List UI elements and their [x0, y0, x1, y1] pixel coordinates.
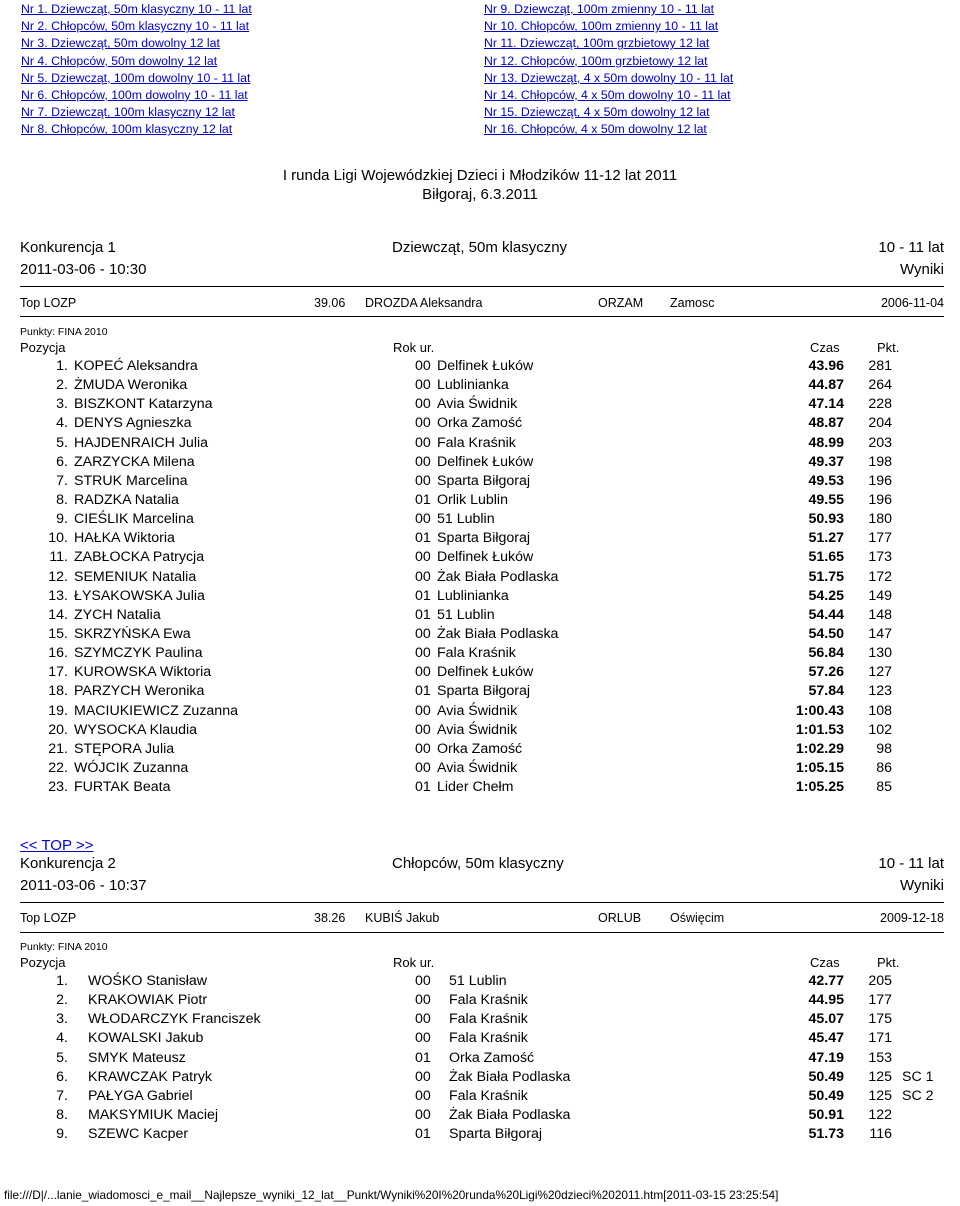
swimmer-name: ZABŁOCKA Patrycja	[74, 549, 205, 566]
divider	[20, 316, 944, 317]
result-row	[20, 663, 944, 682]
result-points: 102	[868, 721, 892, 738]
swimmer-name: KRAWCZAK Patryk	[88, 1068, 213, 1085]
result-time: 1:02.29	[795, 740, 844, 757]
birth-year: 01	[415, 587, 431, 604]
swimmer-name: HAJDENRAICH Julia	[74, 434, 209, 451]
record-club: ORLUB	[598, 911, 642, 925]
event-link-5[interactable]: Nr 5. Dziewcząt, 100m dowolny 10 - 11 lat	[21, 70, 251, 85]
club-name: Żak Biała Podlaska	[449, 1106, 571, 1123]
record-city: Oświęcim	[670, 911, 725, 925]
event-heading	[20, 854, 944, 874]
event-number: Konkurencja 2	[20, 855, 116, 872]
result-points: 180	[868, 511, 892, 528]
club-name: 51 Lublin	[437, 606, 495, 623]
birth-year: 00	[415, 472, 431, 489]
points-system-label: Punkty: FINA 2010	[20, 941, 108, 953]
result-row	[20, 778, 944, 797]
result-time: 45.07	[808, 1011, 844, 1028]
event-subheading	[20, 260, 944, 280]
result-place: 23.	[48, 779, 68, 796]
record-row	[20, 294, 944, 312]
result-time: 49.37	[808, 453, 844, 470]
result-points: 86	[876, 759, 892, 776]
header-points: Pkt.	[877, 340, 900, 355]
header-birth-year: Rok ur.	[393, 340, 435, 355]
divider	[20, 902, 944, 903]
club-name: Lublinianka	[437, 377, 509, 394]
header-points: Pkt.	[877, 955, 900, 970]
record-time: 38.26	[314, 911, 346, 925]
result-place: 21.	[48, 740, 68, 757]
event-link-16[interactable]: Nr 16. Chłopców, 4 x 50m dowolny 12 lat	[484, 122, 707, 137]
club-name: Avia Świdnik	[437, 759, 518, 776]
event-link-4[interactable]: Nr 4. Chłopców, 50m dowolny 12 lat	[21, 53, 218, 68]
swimmer-name: MACIUKIEWICZ Zuzanna	[74, 702, 238, 719]
result-points: 281	[868, 358, 892, 374]
header-time: Czas	[810, 955, 840, 970]
result-place: 2.	[56, 377, 68, 394]
divider	[20, 286, 944, 287]
swimmer-name: KOWALSKI Jakub	[88, 1030, 204, 1047]
club-name: Delfinek Łuków	[437, 453, 534, 470]
event-link-8[interactable]: Nr 8. Chłopców, 100m klasyczny 12 lat	[21, 122, 233, 137]
club-name: Sparta Biłgoraj	[437, 472, 531, 489]
result-points: 171	[868, 1030, 892, 1047]
event-name: Dziewcząt, 50m klasyczny	[392, 239, 568, 256]
result-time: 57.84	[808, 683, 844, 700]
event-link-6[interactable]: Nr 6. Chłopców, 100m dowolny 10 - 11 lat	[21, 87, 248, 102]
result-place: 8.	[56, 491, 68, 508]
meet-title: I runda Ligi Wojewódzkiej Dzieci i Młodzików 11-12 lat 2011	[282, 167, 678, 184]
swimmer-name: ZYCH Natalia	[74, 606, 161, 623]
club-name: Fala Kraśnik	[449, 1011, 528, 1028]
record-club: ORZAM	[598, 296, 644, 310]
result-points: 204	[868, 415, 892, 432]
header-position: Pozycja	[20, 340, 66, 355]
result-place: 4.	[56, 415, 68, 432]
birth-year: 00	[415, 1087, 431, 1104]
event-link-10[interactable]: Nr 10. Chłopców, 100m zmienny 10 - 11 lat	[484, 19, 719, 34]
swimmer-name: FURTAK Beata	[74, 779, 171, 796]
event-link-3[interactable]: Nr 3. Dziewcząt, 50m dowolny 12 lat	[21, 36, 220, 51]
swimmer-name: PARZYCH Weronika	[74, 683, 205, 700]
result-place: 13.	[48, 587, 68, 604]
swimmer-name: KOPEĆ Aleksandra	[74, 358, 198, 374]
swimmer-name: DENYS Agnieszka	[74, 415, 192, 432]
event-kind: Wyniki	[899, 877, 944, 894]
result-place: 6.	[56, 1068, 68, 1085]
club-name: Delfinek Łuków	[437, 358, 534, 374]
swimmer-name: WOŚKO Stanisław	[88, 973, 208, 989]
record-city: Zamosc	[670, 296, 715, 310]
result-points: 203	[868, 434, 892, 451]
event-number: Konkurencja 1	[20, 239, 116, 256]
result-row	[20, 434, 944, 453]
swimmer-name: KUROWSKA Wiktoria	[74, 664, 212, 681]
result-row	[20, 1029, 944, 1048]
result-points: 172	[868, 568, 892, 585]
result-time: 48.99	[808, 434, 844, 451]
birth-year: 00	[415, 1030, 431, 1047]
club-name: Lublinianka	[437, 587, 509, 604]
result-row	[20, 759, 944, 778]
result-row	[20, 491, 944, 510]
page-footer-url: file:///D|/...lanie_wiadomosci_e_mail__Najlepsze_wyniki_12_lat__Punkt/Wyniki%20I%20runda%20Ligi%20dzieci%202011.htm[2011-03-15 23:25:54]	[4, 1188, 779, 1202]
result-time: 50.93	[808, 511, 844, 528]
divider	[20, 932, 944, 933]
birth-year: 00	[415, 549, 431, 566]
result-time: 50.91	[808, 1106, 844, 1123]
result-points: 177	[868, 530, 892, 547]
result-row	[20, 606, 944, 625]
event-datetime: 2011-03-06 - 10:37	[20, 877, 147, 894]
result-points: 175	[868, 1011, 892, 1028]
result-points: 153	[868, 1049, 892, 1066]
club-name: Delfinek Łuków	[437, 664, 534, 681]
birth-year: 00	[415, 415, 431, 432]
birth-year: 00	[415, 434, 431, 451]
result-points: 98	[876, 740, 892, 757]
result-row	[20, 1010, 944, 1029]
result-place: 20.	[48, 721, 68, 738]
result-note: SC 1	[902, 1068, 934, 1085]
result-time: 51.65	[808, 549, 844, 566]
results-header	[20, 339, 944, 357]
result-place: 17.	[48, 664, 68, 681]
results-list	[20, 357, 944, 797]
club-name: 51 Lublin	[437, 511, 495, 528]
event-subheading	[20, 876, 944, 896]
club-name: Fala Kraśnik	[437, 645, 516, 662]
event-index	[0, 0, 960, 140]
club-name: Orlik Lublin	[437, 491, 508, 508]
club-name: Orka Zamość	[437, 415, 523, 432]
result-time: 56.84	[808, 645, 844, 662]
event-age-group: 10 - 11 lat	[878, 855, 944, 872]
meet-place-date: Biłgoraj, 6.3.2011	[422, 186, 538, 203]
swimmer-name: SZEWC Kacper	[88, 1126, 189, 1143]
birth-year: 01	[415, 779, 431, 796]
result-points: 123	[868, 683, 892, 700]
result-time: 43.96	[808, 358, 844, 374]
result-row	[20, 1106, 944, 1125]
swimmer-name: STRUK Marcelina	[74, 472, 188, 489]
result-row	[20, 625, 944, 644]
result-row	[20, 472, 944, 491]
result-time: 54.25	[808, 587, 844, 604]
record-holder: DROZDA Aleksandra	[365, 296, 483, 310]
result-place: 5.	[56, 1049, 68, 1066]
birth-year: 01	[415, 491, 431, 508]
result-time: 48.87	[808, 415, 844, 432]
swimmer-name: ŁYSAKOWSKA Julia	[74, 587, 205, 604]
event-link-1[interactable]: Nr 1. Dziewcząt, 50m klasyczny 10 - 11 lat	[21, 2, 252, 16]
event-kind: Wyniki	[899, 261, 944, 278]
result-row	[20, 376, 944, 395]
result-time: 42.77	[808, 973, 844, 989]
result-place: 9.	[56, 511, 68, 528]
event-link-14[interactable]: Nr 14. Chłopców, 4 x 50m dowolny 10 - 11 lat	[484, 87, 731, 102]
event-index-left-column	[21, 1, 252, 139]
result-time: 49.53	[808, 472, 844, 489]
swimmer-name: PAŁYGA Gabriel	[88, 1087, 193, 1104]
birth-year: 00	[415, 358, 431, 374]
record-row	[20, 909, 944, 927]
result-points: 196	[868, 491, 892, 508]
birth-year: 01	[415, 1049, 431, 1066]
result-points: 198	[868, 453, 892, 470]
result-row	[20, 1087, 944, 1106]
record-label: Top LOZP	[20, 296, 77, 310]
result-row	[20, 529, 944, 548]
result-time: 1:01.53	[795, 721, 844, 738]
result-time: 1:00.43	[795, 702, 844, 719]
result-points: 173	[868, 549, 892, 566]
swimmer-name: CIEŚLIK Marcelina	[74, 511, 194, 528]
birth-year: 00	[415, 1068, 431, 1085]
back-to-top-link[interactable]: << TOP >>	[20, 837, 94, 854]
result-time: 50.49	[808, 1087, 844, 1104]
result-time: 54.50	[808, 625, 844, 642]
result-place: 7.	[56, 472, 68, 489]
club-name: Avia Świdnik	[437, 702, 518, 719]
result-row	[20, 414, 944, 433]
club-name: Żak Biała Podlaska	[437, 625, 559, 642]
swimmer-name: HAŁKA Wiktoria	[74, 530, 175, 547]
result-points: 108	[868, 702, 892, 719]
club-name: Sparta Biłgoraj	[449, 1126, 543, 1143]
result-time: 44.87	[808, 377, 844, 394]
result-row	[20, 1049, 944, 1068]
club-name: Orka Zamość	[449, 1049, 535, 1066]
result-place: 9.	[56, 1126, 68, 1143]
result-row	[20, 357, 944, 376]
result-place: 8.	[56, 1106, 68, 1123]
result-place: 11.	[49, 549, 68, 566]
club-name: Delfinek Łuków	[437, 549, 534, 566]
result-row	[20, 510, 944, 529]
club-name: Sparta Biłgoraj	[437, 683, 531, 700]
result-row	[20, 702, 944, 721]
birth-year: 00	[415, 973, 431, 989]
club-name: Żak Biała Podlaska	[437, 568, 559, 585]
event-link-12[interactable]: Nr 12. Chłopców, 100m grzbietowy 12 lat	[484, 53, 708, 68]
result-row	[20, 453, 944, 472]
swimmer-name: RADZKA Natalia	[74, 491, 179, 508]
result-place: 12.	[48, 568, 68, 585]
birth-year: 01	[415, 683, 431, 700]
swimmer-name: WYSOCKA Klaudia	[74, 721, 198, 738]
result-row	[20, 740, 944, 759]
result-row	[20, 568, 944, 587]
event-link-7[interactable]: Nr 7. Dziewcząt, 100m klasyczny 12 lat	[21, 105, 235, 120]
record-label: Top LOZP	[20, 911, 77, 925]
result-points: 149	[868, 587, 892, 604]
birth-year: 01	[415, 606, 431, 623]
event-name: Chłopców, 50m klasyczny	[392, 855, 564, 872]
result-time: 47.14	[808, 396, 844, 413]
club-name: Avia Świdnik	[437, 396, 518, 413]
record-time: 39.06	[314, 296, 346, 310]
result-points: 122	[868, 1106, 892, 1123]
event-link-2[interactable]: Nr 2. Chłopców, 50m klasyczny 10 - 11 lat	[21, 19, 250, 34]
swimmer-name: SEMENIUK Natalia	[74, 568, 197, 585]
result-place: 22.	[48, 759, 68, 776]
club-name: Fala Kraśnik	[449, 992, 528, 1009]
result-place: 2.	[56, 992, 68, 1009]
result-time: 49.55	[808, 491, 844, 508]
swimmer-name: SZYMCZYK Paulina	[74, 645, 203, 662]
event-link-9[interactable]: Nr 9. Dziewcząt, 100m zmienny 10 - 11 lat	[484, 2, 715, 16]
swimmer-name: SKRZYŃSKA Ewa	[74, 625, 191, 642]
result-time: 47.19	[808, 1049, 844, 1066]
club-name: Żak Biała Podlaska	[449, 1068, 571, 1085]
result-place: 3.	[56, 1011, 68, 1028]
birth-year: 00	[415, 625, 431, 642]
birth-year: 00	[415, 453, 431, 470]
club-name: Sparta Biłgoraj	[437, 530, 531, 547]
birth-year: 00	[415, 396, 431, 413]
result-time: 51.27	[808, 530, 844, 547]
result-time: 54.44	[808, 606, 844, 623]
birth-year: 00	[415, 702, 431, 719]
result-place: 5.	[56, 434, 68, 451]
birth-year: 00	[415, 1011, 431, 1028]
result-row	[20, 1125, 944, 1144]
swimmer-name: ŻMUDA Weronika	[74, 377, 188, 394]
swimmer-name: BISZKONT Katarzyna	[74, 396, 213, 413]
result-time: 1:05.15	[795, 759, 844, 776]
event-link-15[interactable]: Nr 15. Dziewcząt, 4 x 50m dowolny 12 lat	[484, 105, 710, 120]
event-link-13[interactable]: Nr 13. Dziewcząt, 4 x 50m dowolny 10 - 11 lat	[484, 70, 734, 85]
header-position: Pozycja	[20, 955, 66, 970]
result-row	[20, 721, 944, 740]
result-place: 18.	[48, 683, 68, 700]
result-row	[20, 587, 944, 606]
birth-year: 00	[415, 1106, 431, 1123]
result-time: 51.75	[808, 568, 844, 585]
result-time: 50.49	[808, 1068, 844, 1085]
result-row	[20, 1068, 944, 1087]
result-points: 125	[868, 1068, 892, 1085]
event-heading	[20, 238, 944, 258]
swimmer-name: ZARZYCKA Milena	[74, 453, 195, 470]
header-birth-year: Rok ur.	[393, 955, 435, 970]
birth-year: 00	[415, 992, 431, 1009]
event-datetime: 2011-03-06 - 10:30	[20, 261, 147, 278]
result-points: 177	[868, 992, 892, 1009]
record-holder: KUBIŚ Jakub	[365, 911, 440, 925]
result-points: 116	[869, 1126, 892, 1143]
record-date: 2006-11-04	[880, 296, 944, 310]
result-place: 3.	[56, 396, 68, 413]
result-points: 228	[868, 396, 892, 413]
club-name: 51 Lublin	[449, 973, 507, 989]
result-points: 196	[868, 472, 892, 489]
result-time: 44.95	[808, 992, 844, 1009]
club-name: Avia Świdnik	[437, 721, 518, 738]
result-place: 1.	[56, 358, 68, 374]
result-note: SC 2	[902, 1087, 934, 1104]
club-name: Orka Zamość	[437, 740, 523, 757]
birth-year: 00	[415, 721, 431, 738]
result-points: 264	[868, 377, 892, 394]
header-time: Czas	[810, 340, 840, 355]
swimmer-name: SMYK Mateusz	[88, 1049, 186, 1066]
result-row	[20, 991, 944, 1010]
result-points: 130	[868, 645, 892, 662]
club-name: Fala Kraśnik	[449, 1030, 528, 1047]
result-place: 19.	[48, 702, 68, 719]
birth-year: 00	[415, 664, 431, 681]
birth-year: 00	[415, 759, 431, 776]
swimmer-name: WŁODARCZYK Franciszek	[88, 1011, 261, 1028]
birth-year: 00	[415, 645, 431, 662]
birth-year: 01	[415, 530, 431, 547]
result-place: 14.	[48, 606, 68, 623]
result-points: 127	[868, 664, 892, 681]
event-link-11[interactable]: Nr 11. Dziewcząt, 100m grzbietowy 12 lat	[484, 36, 710, 51]
results-list	[20, 972, 944, 1144]
swimmer-name: KRAKOWIAK Piotr	[88, 992, 208, 1009]
result-row	[20, 972, 944, 991]
club-name: Fala Kraśnik	[449, 1087, 528, 1104]
result-points: 125	[868, 1087, 892, 1104]
result-place: 4.	[56, 1030, 68, 1047]
result-row	[20, 395, 944, 414]
birth-year: 01	[415, 1126, 431, 1143]
record-date: 2009-12-18	[880, 911, 944, 925]
birth-year: 00	[415, 377, 431, 394]
swimmer-name: STĘPORA Julia	[74, 740, 175, 757]
birth-year: 00	[415, 511, 431, 528]
club-name: Lider Chełm	[437, 779, 514, 796]
result-row	[20, 548, 944, 567]
birth-year: 00	[415, 568, 431, 585]
result-place: 16.	[48, 645, 68, 662]
results-header	[20, 954, 944, 972]
result-time: 51.73	[808, 1126, 844, 1143]
result-time: 1:05.25	[795, 779, 844, 796]
result-points: 85	[876, 779, 892, 796]
result-points: 148	[868, 606, 892, 623]
birth-year: 00	[415, 740, 431, 757]
result-time: 45.47	[808, 1030, 844, 1047]
result-row	[20, 682, 944, 701]
result-time: 57.26	[808, 664, 844, 681]
club-name: Fala Kraśnik	[437, 434, 516, 451]
result-place: 7.	[56, 1087, 68, 1104]
result-place: 1.	[56, 973, 68, 989]
result-place: 15.	[48, 625, 68, 642]
result-place: 6.	[56, 453, 68, 470]
event-index-right-column	[484, 1, 733, 139]
result-points: 205	[868, 973, 892, 989]
points-system-label: Punkty: FINA 2010	[20, 326, 108, 338]
swimmer-name: MAKSYMIUK Maciej	[88, 1106, 219, 1123]
result-place: 10.	[48, 530, 68, 547]
result-row	[20, 644, 944, 663]
swimmer-name: WÓJCIK Zuzanna	[74, 759, 189, 776]
result-points: 147	[868, 625, 892, 642]
event-age-group: 10 - 11 lat	[878, 239, 944, 256]
